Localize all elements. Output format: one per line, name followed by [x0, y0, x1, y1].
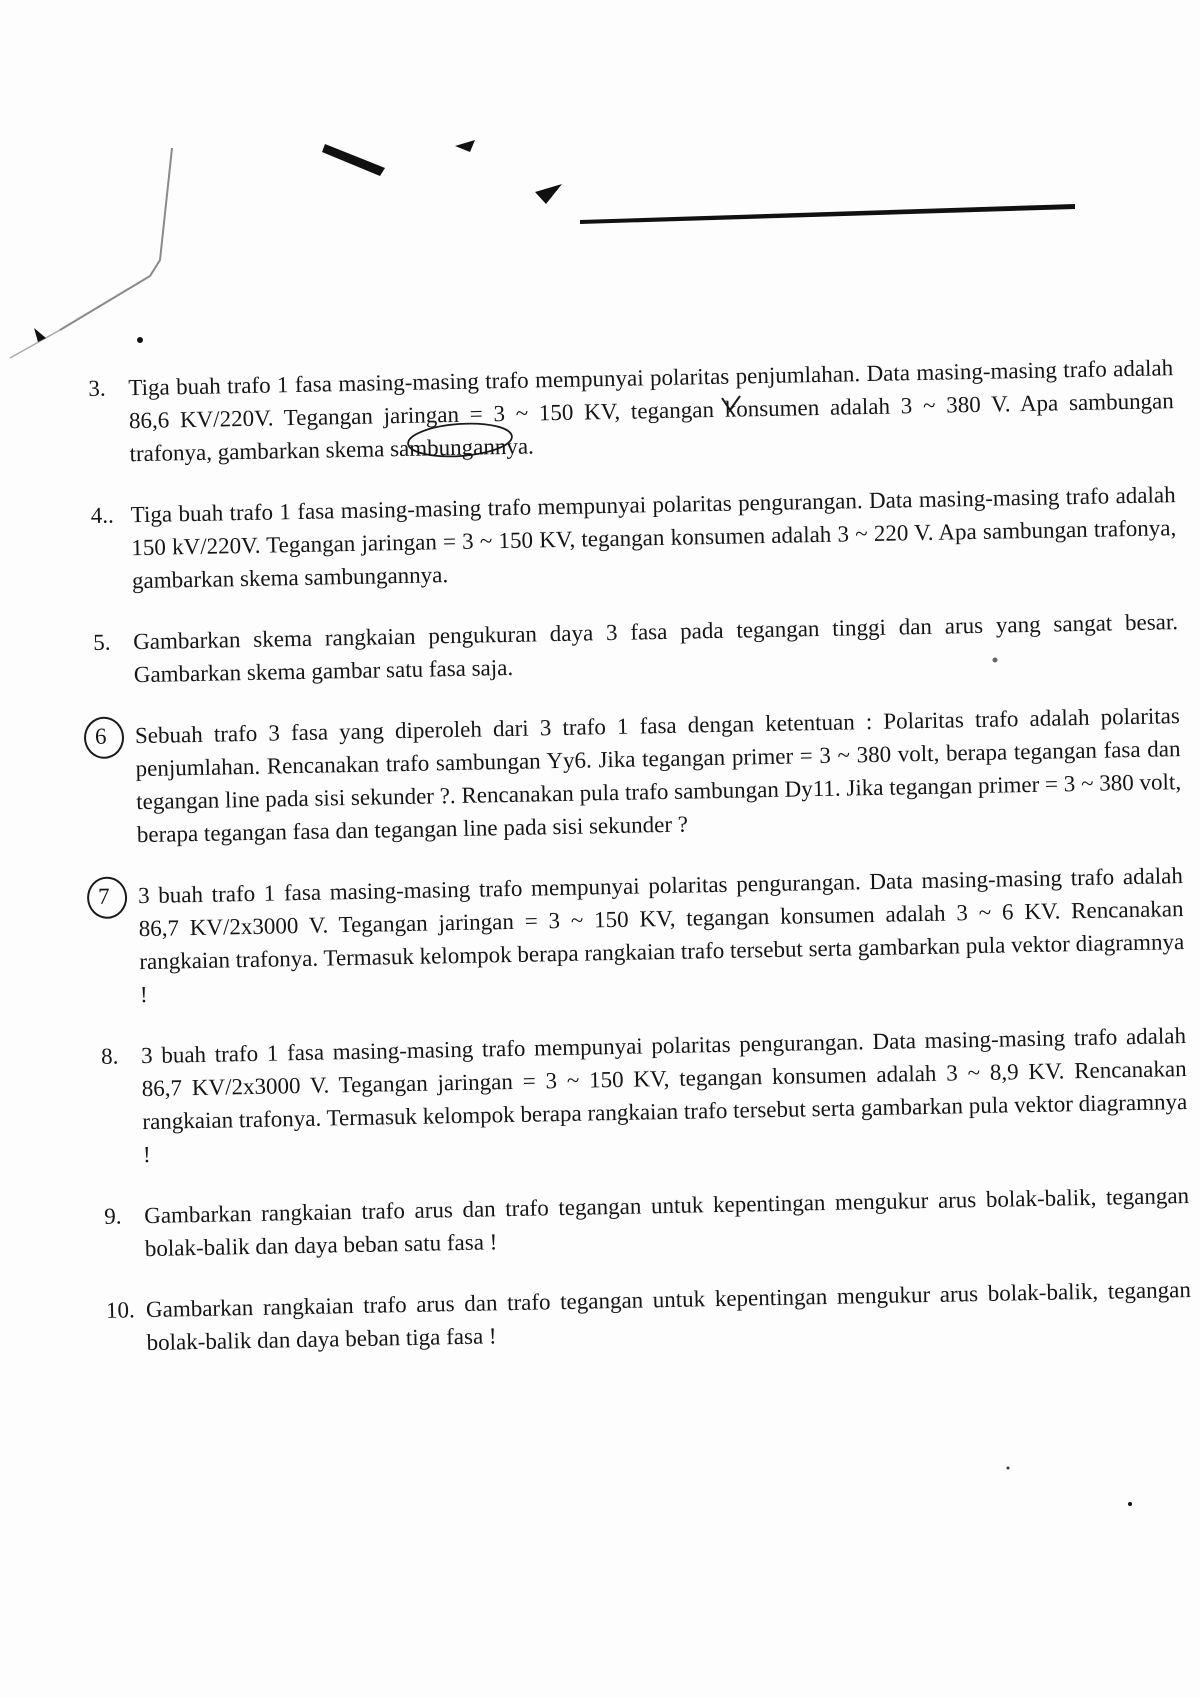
question-text: 3 buah trafo 1 fasa masing-masing trafo mempunyai polaritas pengurangan. Data masing-masing trafo adalah 86,7 KV/2x3000 V. Tegangan jaringan = 3 ~ 150 KV, tegangan konsumen adalah 3 ~ 6 KV. Rencanakan rangkaian trafonya. Termasuk kelompok berapa rangkaian trafo tersebut serta gambarkan pula vektor diagramnya !: [137, 863, 1185, 1008]
question-text: 3 buah trafo 1 fasa masing-masing trafo mempunyai polaritas pengurangan. Data masing-masing trafo adalah 86,7 KV/2x3000 V. Tegangan jaringan = 3 ~ 150 KV, tegangan konsumen adalah 3 ~ 8,9 KV. Rencanakan rangkaian trafonya. Termasuk kelompok berapa rangkaian trafo tersebut serta gambarkan pula vektor diagramnya !: [140, 1023, 1188, 1168]
question-number: 8.: [100, 1043, 119, 1069]
ink-dot-mark: [1007, 1467, 1010, 1470]
faint-pencil-mark: [60, 148, 172, 330]
question-text: Gambarkan skema rangkaian pengukuran daya 3 fasa pada tegangan tinggi dan arus yang sangat besar. Gambarkan skema gambar satu fasa saja.: [132, 609, 1179, 688]
question-item: [95, 699, 1182, 852]
question-number: 4..: [90, 502, 114, 528]
question-text: Tiga buah trafo 1 fasa masing-masing trafo mempunyai polaritas penjumlahan. Data masing-masing trafo adalah 86,6 KV/220V. Tegangan jaringan = 3 ~ 150 KV, tegangan konsumen adalah 3 ~ 380 V. Apa sambungan trafonya, gambarkan skema sambungannya.: [128, 355, 1174, 467]
question-number: 5.: [92, 629, 111, 655]
ink-stroke-mark: [322, 144, 385, 176]
question-item: [101, 1019, 1188, 1172]
question-text: Sebuah trafo 3 fasa yang diperoleh dari 3 trafo 1 fasa dengan ketentuan : Polaritas trafo adalah polaritas penjumlahan. Rencanakan trafo sambungan Yy6. Jika tegangan primer = 3 ~ 380 volt, berapa tegangan fasa dan tegangan line pada sisi sekunder ?. Rencanakan pula trafo sambungan Dy11. Jika tegangan primer = 3 ~ 380 volt, berapa tegangan fasa dan tegangan line pada sisi sekunder ?: [134, 703, 1182, 848]
ink-line-mark: [580, 204, 1075, 224]
question-item: [98, 859, 1185, 1012]
question-text: Gambarkan rangkaian trafo arus dan trafo tegangan untuk kepentingan mengukur arus bolak-balik, tegangan bolak-balik dan daya beban tiga fasa !: [145, 1277, 1192, 1356]
ink-stroke-mark: [535, 184, 562, 204]
question-item: [104, 1179, 1190, 1266]
ink-dot-mark: [137, 337, 143, 343]
question-item: [90, 478, 1177, 598]
question-number: 9.: [103, 1203, 122, 1229]
question-item: [93, 605, 1179, 692]
question-item: [106, 1273, 1192, 1360]
question-item: [88, 351, 1175, 471]
ink-stroke-mark: [455, 140, 475, 152]
faint-pencil-mark: [10, 330, 60, 358]
question-list: [88, 351, 1192, 1388]
circled-question-number: 7: [98, 879, 139, 913]
ink-dot-mark: [1128, 1502, 1132, 1506]
question-number: 3.: [88, 375, 106, 401]
question-number: 10.: [105, 1297, 136, 1323]
circled-question-number: 6: [95, 719, 136, 753]
question-text: Tiga buah trafo 1 fasa masing-masing trafo mempunyai polaritas pengurangan. Data masing-masing trafo adalah 150 kV/220V. Tegangan jaringan = 3 ~ 150 KV, tegangan konsumen adalah 3 ~ 220 V. Apa sambungan trafonya, gambarkan skema sambungannya.: [130, 482, 1177, 594]
ink-dot-mark: [34, 328, 46, 342]
question-text: Gambarkan rangkaian trafo arus dan trafo tegangan untuk kepentingan mengukur arus bolak-balik, tegangan bolak-balik dan daya beban satu fasa !: [143, 1183, 1190, 1262]
